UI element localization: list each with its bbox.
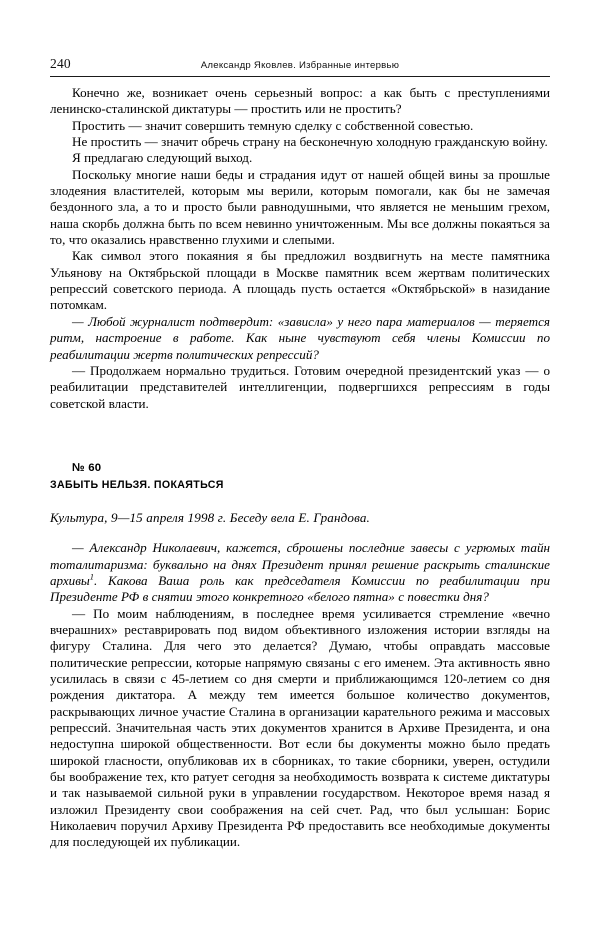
paragraph: Конечно же, возникает очень серьезный вопрос: а как быть с преступлениями ленинско-сталинской диктатуры — простить или не простить? bbox=[50, 85, 550, 117]
entry-number: № 60 bbox=[72, 461, 102, 474]
paragraph: Как символ этого покаяния я бы предложил воздвигнуть на месте памятника Ульянову на Октябрьской площади в Москве памятник всем жертвам политических репрессий советского периода. А площадь пусть остается «Октябрьской» в назидание потомкам. bbox=[50, 248, 550, 313]
entry-source: Культура, 9—15 апреля 1998 г. Беседу вела Е. Грандова. bbox=[50, 509, 370, 525]
paragraph: Простить — значит совершить темную сделку с собственной совестью. bbox=[72, 117, 474, 133]
section-separator bbox=[50, 412, 550, 462]
question-text: — Александр Николаевич, кажется, сброшены последние завесы с угрюмых тайн тоталитаризма: буквально на днях Президент принял решение раскрыть сталинские архивы bbox=[50, 540, 550, 588]
paragraph: Я предлагаю следующий выход. bbox=[72, 150, 253, 166]
page-number: 240 bbox=[50, 56, 71, 71]
interview-answer: — По моим наблюдениям, в последнее время усиливается стремление «вечно вчерашних» реставрировать под видом объективного изложения истории взгляды на фигуру Сталина. Для чего это делается? Думаю, чтобы оправдать массовые политические репрессии, которые напрямую связаны с его именем. Эта активность явно усилилась в связи с 45-летием со дня смерти и приближающимся 120-летием со дня рождения диктатора. А между тем имеется большое количество документов, раскрывающих личное участие Сталина в организации карательного режима и массовых репрессий. Значительная часть этих документов хранится в Архиве Президента, и она недоступна широкой общественности. Вот если бы документы можно было предать широкой гласности, опубликовав их в сборниках, то такие сборники, уверен, остудили бы воображение тех, кто ратует сегодня за необходимость возврата к системе диктатуры и так называемой сильной руки в управлении государством. Некоторое время назад я изложил Президенту свои соображения на сей счет. Рад, что был услышан: Борис Николаевич поручил Архиву Президента РФ предоставить все необходимые документы для последующей их публикации. bbox=[50, 605, 550, 850]
page-content bbox=[50, 0, 550, 939]
interview-question: — Любой журналист подтвердит: «зависла» у него пара материалов — теряется ритм, настроение в работе. Как ныне чувствуют себя члены Комиссии по реабилитации жертв политических репрессий? bbox=[50, 313, 550, 362]
paragraph: Не простить — значит обречь страну на бесконечную холодную гражданскую войну. bbox=[72, 134, 548, 150]
entry-title: ЗАБЫТЬ НЕЛЬЗЯ. ПОКАЯТЬСЯ bbox=[50, 478, 224, 491]
interview-answer: — Продолжаем нормально трудиться. Готовим очередной президентский указ — о реабилитации представителей интеллигенции, подвергшихся репрессиям в годы советской власти. bbox=[50, 362, 550, 411]
question-text-continued: . Какова Ваша роль как председателя Комиссии по реабилитации при Президенте РФ в снятии этого конкретного «белого пятна» с повестки дня? bbox=[50, 572, 550, 605]
running-header bbox=[50, 50, 550, 77]
entry-heading-block bbox=[50, 462, 550, 526]
entry-body bbox=[50, 540, 550, 851]
paragraph: Поскольку многие наши беды и страдания идут от нашей общей вины за прошлые злодеяния властителей, которым мы верили, которым помогали, как бы не замечая бездонного зла, а то и просто были равнодушными, что является не меньшим грехом, наша скорбь должна быть по всем невинно уничтоженным. Мы все должны покаяться за то, что оказались нравственно глухими и слепыми. bbox=[50, 166, 550, 248]
interview-question bbox=[50, 540, 550, 605]
running-title: Александр Яковлев. Избранные интервью bbox=[200, 60, 400, 71]
article-continued-body bbox=[50, 85, 550, 412]
footnote-marker: 1 bbox=[89, 571, 94, 582]
